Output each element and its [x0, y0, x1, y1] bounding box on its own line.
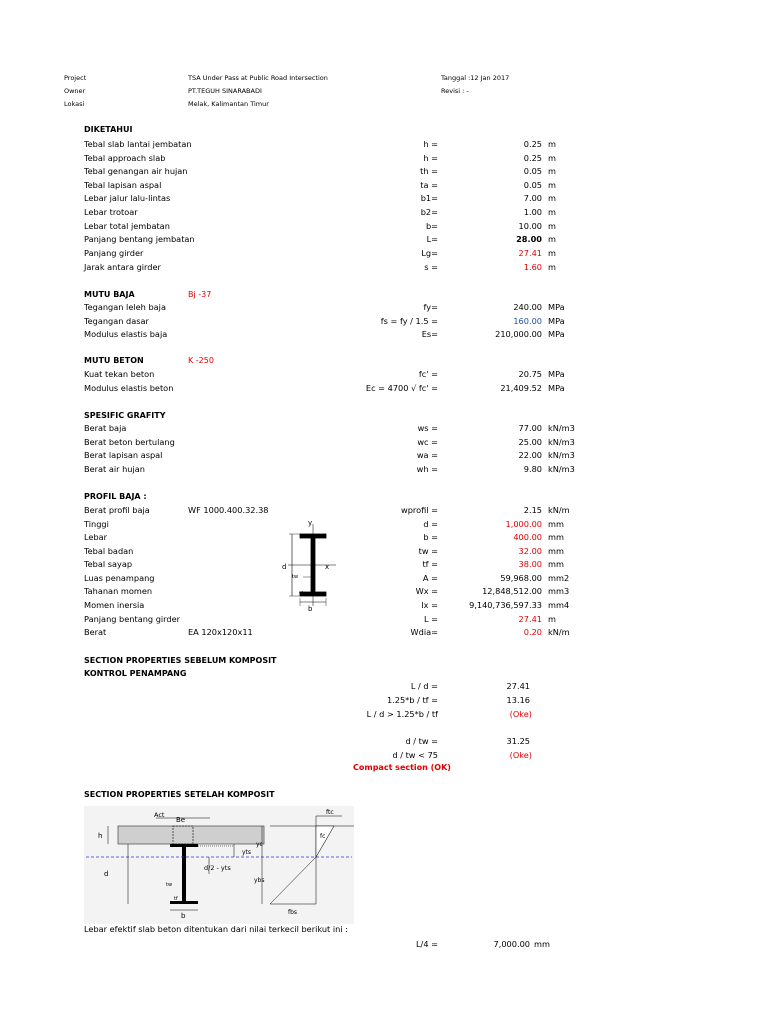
row-unit: m: [548, 234, 556, 244]
diagram-label-y: y: [308, 519, 313, 527]
row-unit: mm: [548, 546, 564, 556]
label-tw: tw: [166, 882, 173, 888]
table-row: [0, 206, 768, 219]
row-unit: mm4: [548, 600, 570, 610]
row-symbol: fy=: [423, 302, 438, 312]
row-symbol: d =: [423, 519, 438, 529]
concrete-grade: K -250: [188, 356, 214, 365]
row-unit: kN/m3: [548, 423, 575, 433]
row-unit: mm: [534, 939, 550, 949]
label-fc: fc: [320, 833, 326, 840]
section-title-mutu-beton: MUTU BETON: [84, 356, 144, 365]
row-symbol: Es=: [421, 329, 438, 339]
row-value: 7.00: [523, 193, 542, 203]
table-row: [0, 233, 768, 246]
row-symbol: d / tw =: [405, 736, 438, 746]
composite-section-diagram: [84, 806, 354, 924]
row-unit: m: [548, 180, 556, 190]
lokasi-value: Melak, Kalimantan Timur: [188, 100, 269, 108]
table-row: [0, 165, 768, 178]
row-label: Berat profil baja: [84, 505, 150, 515]
row-value: 1,000.00: [505, 519, 542, 529]
table-row: [0, 152, 768, 165]
row-symbol: L =: [423, 614, 438, 624]
row-value: 22.00: [518, 450, 542, 460]
table-row: [0, 680, 768, 693]
effective-width-note: Lebar efektif slab beton ditentukan dari nilai terkecil berikut ini :: [84, 924, 348, 934]
concrete-slab: [118, 826, 264, 844]
row-value: 9.80: [523, 464, 542, 474]
row-symbol: tw =: [418, 546, 438, 556]
table-row: [0, 708, 768, 721]
owner-value: PT.TEGUH SINARABADI: [188, 87, 262, 95]
row-value: 21,409.52: [500, 383, 542, 393]
table-row: [0, 545, 768, 558]
table-row: [0, 463, 768, 476]
label-fbs: fbs: [288, 909, 298, 916]
row-label: Tebal slab lantai jembatan: [84, 139, 192, 149]
row-value: 210,000.00: [495, 329, 542, 339]
row-label: Modulus elastis beton: [84, 383, 174, 393]
row-label: Lebar jalur lalu-lintas: [84, 193, 171, 203]
row-unit: m: [548, 262, 556, 272]
table-row: [0, 138, 768, 151]
row-value: 1.60: [523, 262, 542, 272]
row-symbol: b1=: [420, 193, 438, 203]
row-unit: m: [548, 139, 556, 149]
row-unit: mm: [548, 519, 564, 529]
row-label: Momen inersia: [84, 600, 145, 610]
row-symbol: 1.25*b / tf =: [386, 695, 438, 705]
table-row: [0, 599, 768, 612]
row-value: 2.15: [523, 505, 542, 515]
row-value: 0.05: [523, 166, 542, 176]
diagram-label-tw: tw: [292, 574, 299, 580]
row-unit: MPa: [548, 316, 565, 326]
row-label: Jarak antara girder: [84, 262, 161, 272]
row-unit: kN/m3: [548, 450, 575, 460]
row-symbol: b =: [423, 532, 438, 542]
row-unit: MPa: [548, 329, 565, 339]
table-row: [0, 422, 768, 435]
row-unit: mm2: [548, 573, 570, 583]
table-row: [0, 179, 768, 192]
table-row: [0, 613, 768, 626]
row-value: 400.00: [513, 532, 542, 542]
row-value: 32.00: [518, 546, 542, 556]
label-be: Be: [176, 816, 186, 824]
row-profile-name: WF 1000.400.32.38: [188, 505, 269, 515]
row-label: Berat lapisan aspal: [84, 450, 163, 460]
row-symbol: Ec = 4700 √ fc' =: [365, 383, 438, 393]
row-label: Tebal lapisan aspal: [84, 180, 162, 190]
row-symbol: ws =: [417, 423, 438, 433]
row-value: 9,140,736,597.33: [469, 600, 542, 610]
row-label: Tebal badan: [84, 546, 134, 556]
row-value: 13.16: [506, 695, 530, 705]
row-label: Tebal genangan air hujan: [84, 166, 188, 176]
diagram-label-b: b: [308, 605, 313, 613]
label-tf: tf: [174, 896, 178, 902]
row-symbol: Wdia=: [410, 627, 438, 637]
row-label: Luas penampang: [84, 573, 155, 583]
row-label: Tahanan momen: [84, 586, 153, 596]
diagram-label-x: x: [325, 563, 330, 571]
row-symbol: h =: [423, 153, 438, 163]
table-row: [0, 328, 768, 341]
row-value: 7,000.00: [493, 939, 530, 949]
row-symbol: tf =: [422, 559, 438, 569]
row-value: 160.00: [513, 316, 542, 326]
row-value: 0.20: [523, 627, 542, 637]
row-value: 0.05: [523, 180, 542, 190]
label-ybs: ybs: [254, 877, 265, 884]
i-beam-section-diagram: [278, 516, 348, 616]
row-unit: m: [548, 248, 556, 258]
row-unit: mm: [548, 532, 564, 542]
row-unit: mm: [548, 559, 564, 569]
label-b: b: [181, 912, 186, 920]
row-value: 77.00: [518, 423, 542, 433]
row-label: Panjang girder: [84, 248, 144, 258]
row-label: Panjang bentang jembatan: [84, 234, 195, 244]
section-title-sebelum-komposit: SECTION PROPERTIES SEBELUM KOMPOSIT: [84, 656, 277, 665]
label-yc: yc: [256, 841, 263, 848]
row-symbol: Wx =: [415, 586, 438, 596]
row-symbol: b=: [425, 221, 438, 231]
diagram-label-tf: tf: [299, 591, 303, 597]
row-label: Tegangan dasar: [84, 316, 149, 326]
table-row: [0, 301, 768, 314]
row-symbol: wh =: [416, 464, 438, 474]
row-symbol: L=: [426, 234, 438, 244]
label-h: h: [98, 832, 103, 840]
revisi: Revisi : -: [441, 87, 469, 95]
project-value: TSA Under Pass at Public Road Intersection: [188, 74, 328, 82]
row-unit: m: [548, 166, 556, 176]
row-value: 25.00: [518, 437, 542, 447]
table-row: [0, 382, 768, 395]
label-act: Act: [154, 811, 165, 819]
row-label: Tebal sayap: [84, 559, 133, 569]
table-row: [0, 531, 768, 544]
table-row: [0, 220, 768, 233]
row-label: Tegangan leleh baja: [84, 302, 166, 312]
owner-label: Owner: [64, 87, 86, 95]
row-symbol: d / tw < 75: [392, 750, 438, 760]
row-value: 59,968.00: [500, 573, 542, 583]
label-d2-yts: d/2 - yts: [204, 864, 231, 872]
row-unit: m: [548, 614, 556, 624]
table-row: [0, 247, 768, 260]
row-value-status: (Oke): [509, 750, 532, 760]
row-symbol: ta =: [420, 180, 438, 190]
table-row: [0, 572, 768, 585]
row-unit: kN/m: [548, 627, 570, 637]
steel-grade: Bj -37: [188, 290, 212, 299]
row-symbol: Lg=: [421, 248, 438, 258]
row-symbol: L/4 =: [416, 939, 438, 949]
row-unit: kN/m3: [548, 437, 575, 447]
row-value: 1.00: [523, 207, 542, 217]
row-value: 27.41: [518, 614, 542, 624]
row-label: Modulus elastis baja: [84, 329, 168, 339]
row-unit: m: [548, 207, 556, 217]
row-symbol: L / d > 1.25*b / tf: [366, 709, 438, 719]
row-profile-name: EA 120x120x11: [188, 627, 253, 637]
row-symbol: wprofil =: [401, 505, 438, 515]
table-row: [0, 749, 768, 762]
table-row: [0, 315, 768, 328]
row-unit: MPa: [548, 369, 565, 379]
row-value: 240.00: [513, 302, 542, 312]
section-title-spesific-grafity: SPESIFIC GRAFITY: [84, 411, 166, 420]
row-symbol: L / d =: [410, 681, 438, 691]
row-value: 38.00: [518, 559, 542, 569]
table-row: [0, 449, 768, 462]
diagram-label-d: d: [282, 563, 287, 571]
row-value: 0.25: [523, 139, 542, 149]
label-d: d: [104, 870, 109, 878]
compact-section-status: Compact section (OK): [353, 763, 451, 772]
row-symbol: Ix =: [421, 600, 438, 610]
row-value: 20.75: [518, 369, 542, 379]
row-unit: mm3: [548, 586, 570, 596]
row-label: Berat baja: [84, 423, 127, 433]
row-label: Berat air hujan: [84, 464, 145, 474]
table-row: [0, 585, 768, 598]
section-title-kontrol-penampang: KONTROL PENAMPANG: [84, 669, 187, 678]
row-label: Panjang bentang girder: [84, 614, 180, 624]
row-value: 28.00: [516, 234, 542, 244]
table-row: [0, 261, 768, 274]
row-value: 27.41: [518, 248, 542, 258]
row-symbol: s =: [424, 262, 438, 272]
table-row: [0, 504, 768, 517]
row-unit: MPa: [548, 302, 565, 312]
row-symbol: fs = fy / 1.5 =: [380, 316, 438, 326]
row-label: Berat: [84, 627, 107, 637]
table-row: [0, 436, 768, 449]
row-unit: m: [548, 221, 556, 231]
section-title-setelah-komposit: SECTION PROPERTIES SETELAH KOMPOSIT: [84, 790, 275, 799]
row-symbol: A =: [422, 573, 438, 583]
row-unit: m: [548, 193, 556, 203]
label-ftc: ftc: [326, 809, 334, 816]
row-unit: MPa: [548, 383, 565, 393]
row-label: Lebar total jembatan: [84, 221, 170, 231]
row-unit: kN/m3: [548, 464, 575, 474]
row-label: Tinggi: [84, 519, 109, 529]
row-unit: m: [548, 153, 556, 163]
row-symbol: wa =: [416, 450, 438, 460]
row-unit: kN/m: [548, 505, 570, 515]
girder-web: [182, 847, 186, 901]
table-row: [0, 368, 768, 381]
row-symbol: b2=: [420, 207, 438, 217]
row-label: Tebal approach slab: [84, 153, 166, 163]
table-row: [0, 938, 768, 951]
row-symbol: h =: [423, 139, 438, 149]
table-row: [0, 518, 768, 531]
girder-top-flange: [170, 844, 198, 847]
tanggal: Tanggal :12 Jan 2017: [441, 74, 510, 82]
table-row: [0, 694, 768, 707]
row-symbol: th =: [420, 166, 438, 176]
section-title-mutu-baja: MUTU BAJA: [84, 290, 135, 299]
table-row: [0, 735, 768, 748]
table-row: [0, 558, 768, 571]
table-row: [0, 626, 768, 639]
table-row: [0, 192, 768, 205]
row-symbol: fc' =: [418, 369, 438, 379]
row-value: 31.25: [506, 736, 530, 746]
section-title-profil-baja: PROFIL BAJA :: [84, 492, 147, 501]
row-value-status: (Oke): [509, 709, 532, 719]
row-label: Kuat tekan beton: [84, 369, 155, 379]
row-symbol: wc =: [417, 437, 438, 447]
label-yts: yts: [242, 849, 252, 856]
section-title-diketahui: DIKETAHUI: [84, 125, 133, 134]
row-value: 12,848,512.00: [482, 586, 542, 596]
note-row: [0, 923, 768, 936]
lokasi-label: Lokasi: [64, 100, 85, 108]
row-value: 10.00: [518, 221, 542, 231]
row-value: 27.41: [506, 681, 530, 691]
row-label: Lebar trotoar: [84, 207, 138, 217]
row-value: 0.25: [523, 153, 542, 163]
row-label: Lebar: [84, 532, 108, 542]
row-label: Berat beton bertulang: [84, 437, 175, 447]
project-label: Project: [64, 74, 87, 82]
